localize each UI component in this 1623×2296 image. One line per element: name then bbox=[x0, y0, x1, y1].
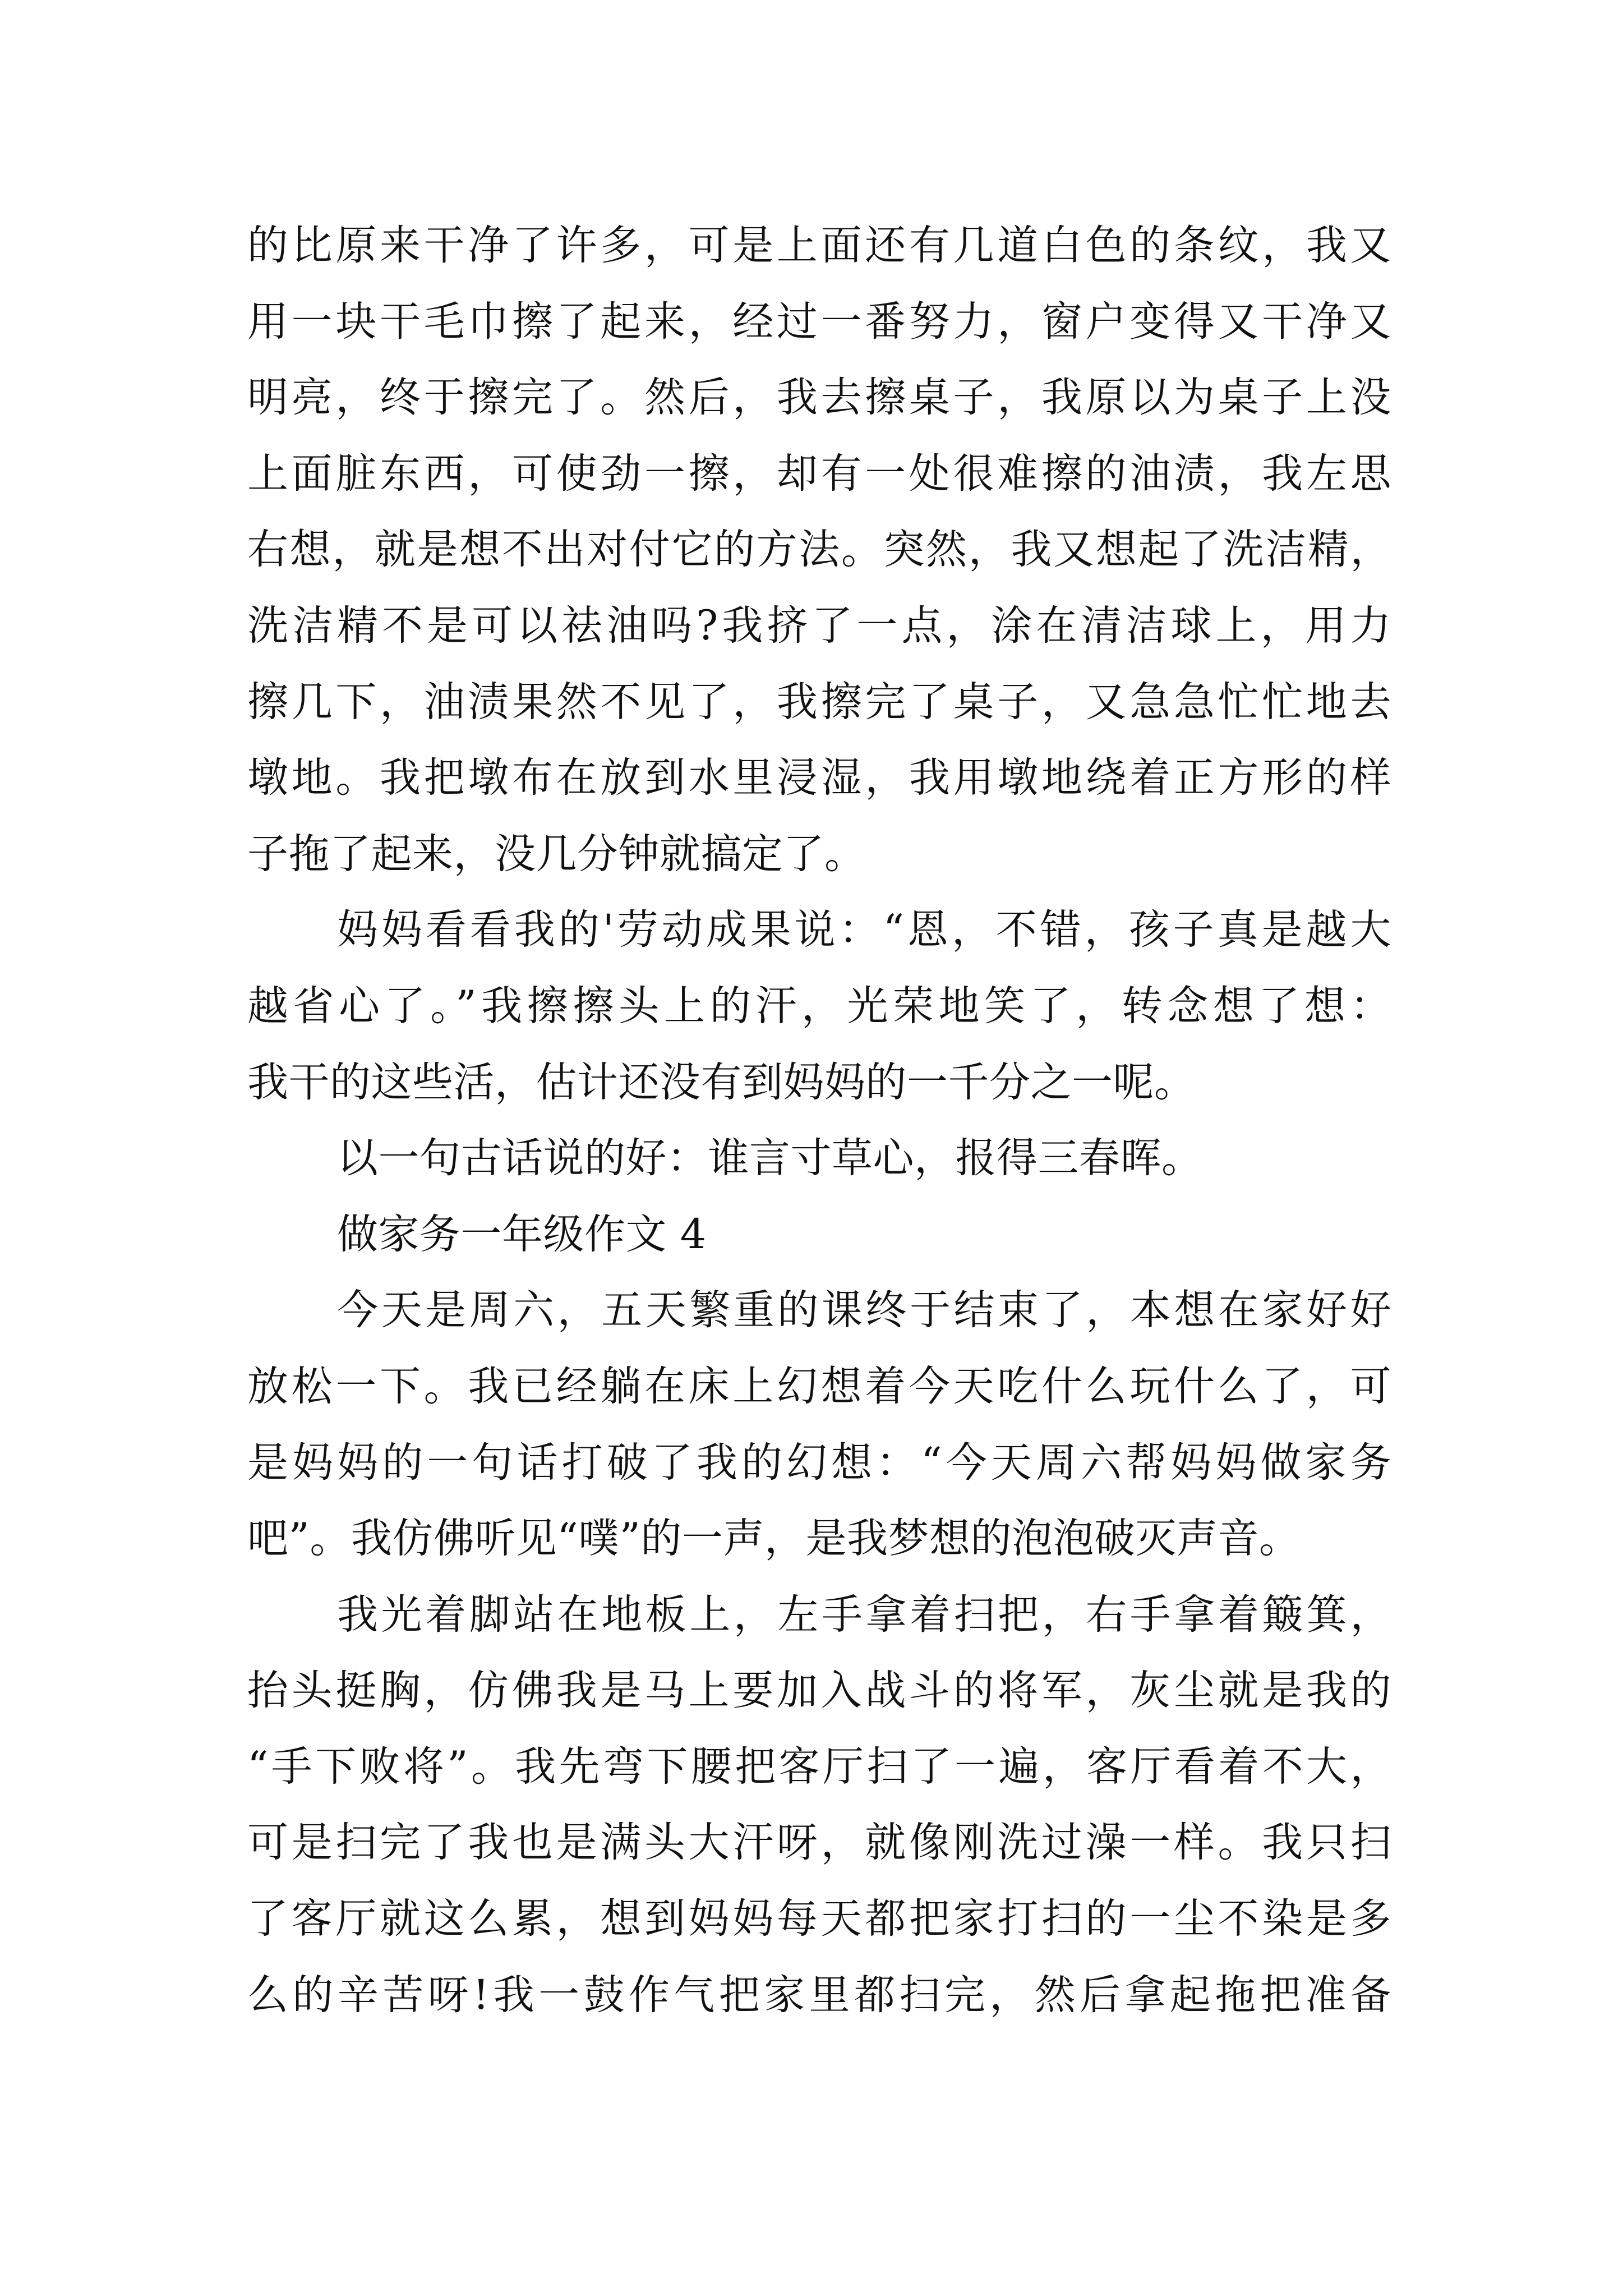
text-line: “手下败将”。我先弯下腰把客厅扫了一遍，客厅看着不大， bbox=[247, 1742, 1391, 1791]
essay-body bbox=[247, 208, 1391, 2033]
text-line: 擦几下，油渍果然不见了，我擦完了桌子，又急急忙忙地去 bbox=[247, 678, 1391, 726]
text-line: 了客厅就这么累，想到妈妈每天都把家打扫的一尘不染是多 bbox=[247, 1895, 1391, 1943]
text-line: 用一块干毛巾擦了起来，经过一番努力，窗户变得又干净又 bbox=[247, 297, 1391, 346]
text-line: 妈妈看看我的'劳动成果说：“恩，不错，孩子真是越大 bbox=[337, 906, 1391, 954]
text-line: 的比原来干净了许多，可是上面还有几道白色的条纹，我又 bbox=[247, 222, 1391, 269]
text-line: 今天是周六，五天繁重的课终于结束了，本想在家好好 bbox=[337, 1286, 1391, 1335]
text-line: 做家务一年级作文 4 bbox=[337, 1210, 707, 1258]
text-line: 子拖了起来，没几分钟就搞定了。 bbox=[247, 830, 866, 878]
text-line: 越省心了。”我擦擦头上的汗，光荣地笑了，转念想了想： bbox=[247, 982, 1391, 1030]
text-line: 墩地。我把墩布在放到水里浸湿，我用墩地绕着正方形的样 bbox=[247, 754, 1391, 802]
text-line: 明亮，终于擦完了。然后，我去擦桌子，我原以为桌子上没 bbox=[247, 374, 1391, 422]
text-line: 以一句古话说的好：谁言寸草心，报得三春晖。 bbox=[337, 1134, 1203, 1182]
text-line: 可是扫完了我也是满头大汗呀，就像刚洗过澡一样。我只扫 bbox=[247, 1819, 1391, 1867]
text-line: 我光着脚站在地板上，左手拿着扫把，右手拿着簸箕， bbox=[337, 1590, 1391, 1639]
text-line: 是妈妈的一句话打破了我的幻想：“今天周六帮妈妈做家务 bbox=[247, 1438, 1391, 1487]
text-line: 放松一下。我已经躺在床上幻想着今天吃什么玩什么了，可 bbox=[247, 1362, 1391, 1410]
text-line: 右想，就是想不出对付它的方法。突然，我又想起了洗洁精， bbox=[247, 526, 1391, 574]
text-line: 么的辛苦呀!我一鼓作气把家里都扫完，然后拿起拖把准备 bbox=[247, 1971, 1391, 2019]
text-line: 抬头挺胸，仿佛我是马上要加入战斗的将军，灰尘就是我的 bbox=[247, 1667, 1391, 1715]
text-line: 上面脏东西，可使劲一擦，却有一处很难擦的油渍，我左思 bbox=[247, 449, 1391, 498]
text-line: 吧”。我仿佛听见“噗”的一声，是我梦想的泡泡破灭声音。 bbox=[247, 1515, 1301, 1563]
text-line: 我干的这些活，估计还没有到妈妈的一千分之一呢。 bbox=[247, 1058, 1196, 1106]
text-line: 洗洁精不是可以祛油吗?我挤了一点，涂在清洁球上，用力 bbox=[247, 601, 1391, 650]
